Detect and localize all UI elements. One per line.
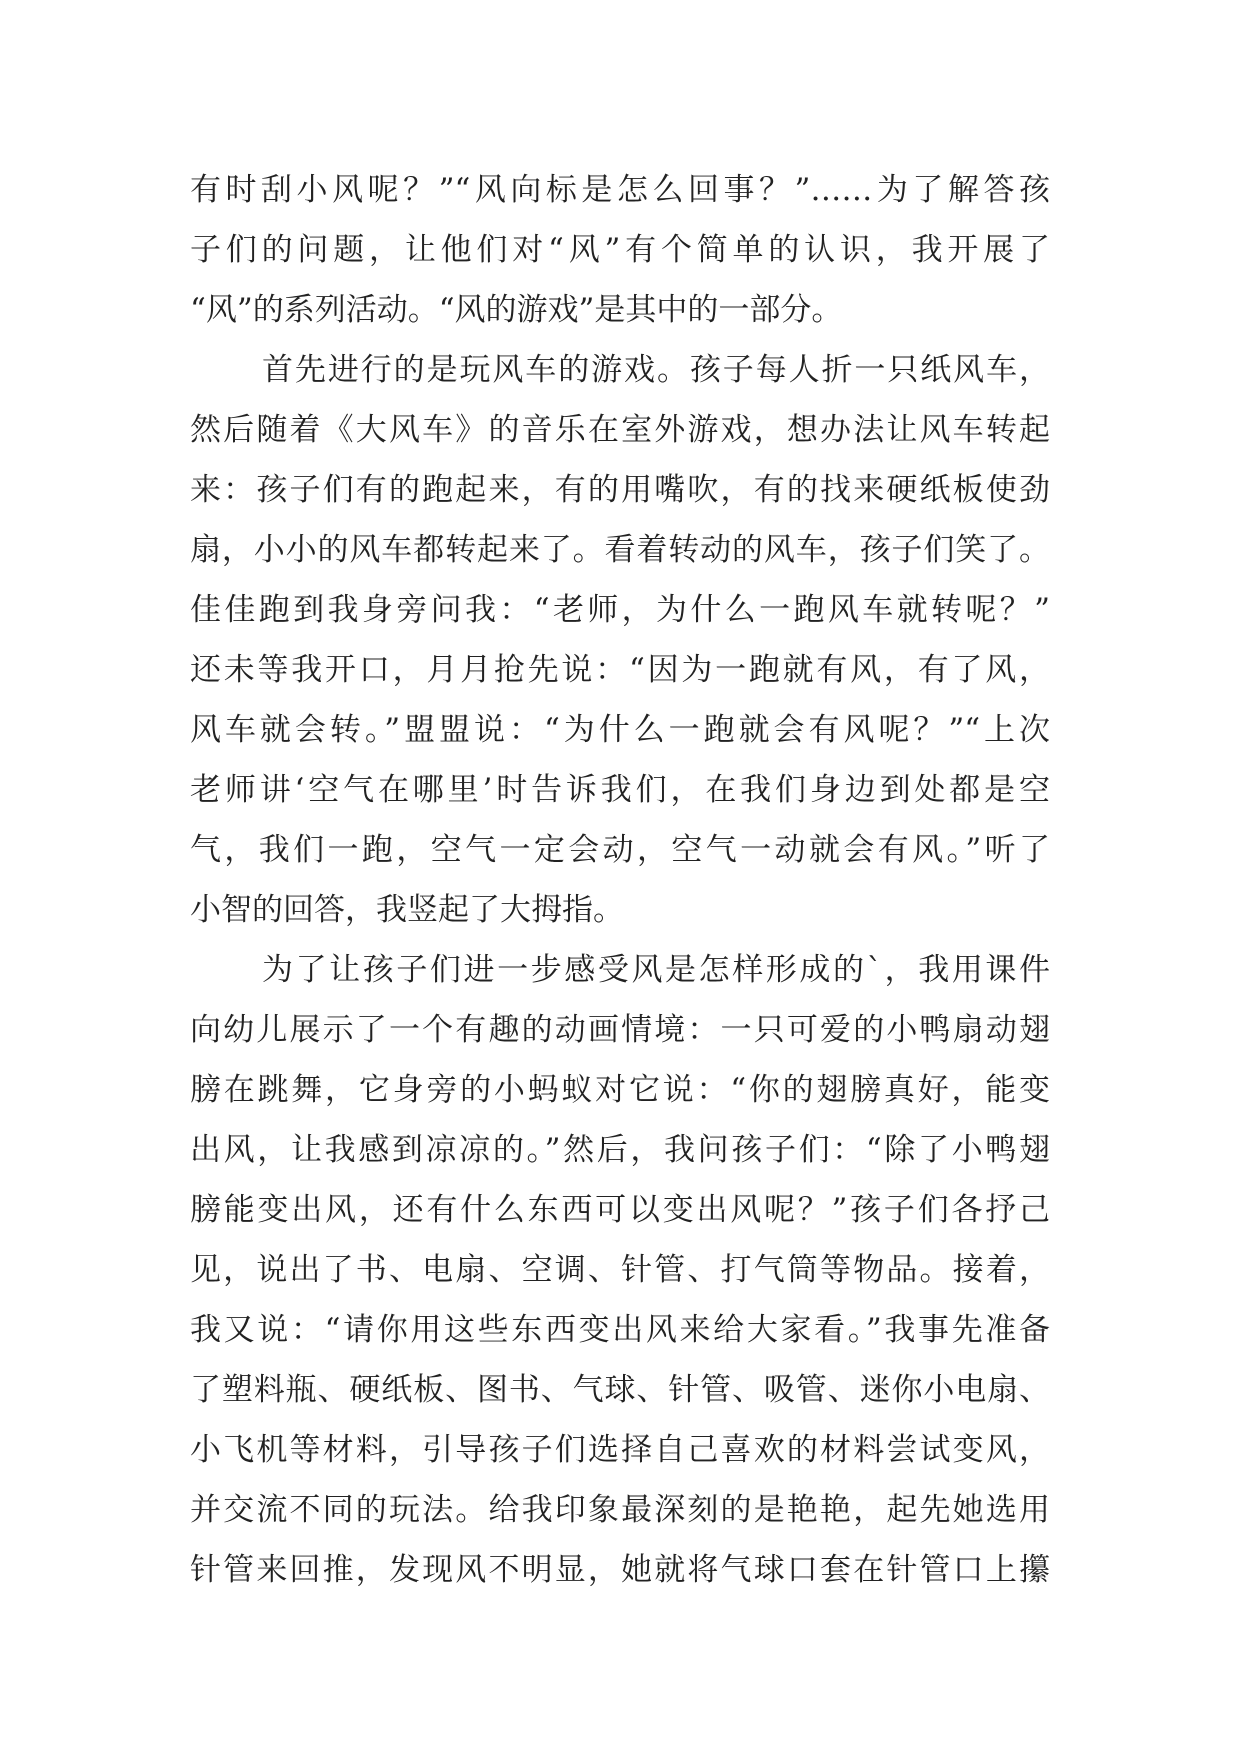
text-line: 针管来回推，发现风不明显，她就将气球口套在针管口上攥: [190, 1552, 1050, 1588]
document-body: [190, 160, 1050, 1600]
text-line: 子们的问题，让他们对“风”有个简单的认识，我开展了: [190, 232, 1050, 268]
text-line: 风车就会转。”盟盟说：“为什么一跑就会有风呢？”“上次: [190, 712, 1050, 748]
text-line: 老师讲‘空气在哪里’时告诉我们，在我们身边到处都是空: [190, 772, 1050, 808]
text-line: 小智的回答，我竖起了大拇指。: [190, 892, 624, 928]
text-line: 有时刮小风呢？”“风向标是怎么回事？”……为了解答孩: [190, 172, 1050, 208]
text-line: 我又说：“请你用这些东西变出风来给大家看。”我事先准备: [190, 1312, 1050, 1348]
text-line: 向幼儿展示了一个有趣的动画情境：一只可爱的小鸭扇动翅: [190, 1012, 1050, 1048]
text-line: 见，说出了书、电扇、空调、针管、打气筒等物品。接着，: [190, 1252, 1050, 1288]
text-line: “风”的系列活动。“风的游戏”是其中的一部分。: [190, 292, 843, 328]
text-line: 还未等我开口，月月抢先说：“因为一跑就有风，有了风，: [190, 652, 1050, 688]
text-line: 出风，让我感到凉凉的。”然后，我问孩子们：“除了小鸭翅: [190, 1132, 1050, 1168]
text-line: 气，我们一跑，空气一定会动，空气一动就会有风。”听了: [190, 832, 1050, 868]
text-line: 扇，小小的风车都转起来了。看着转动的风车，孩子们笑了。: [190, 532, 1050, 568]
text-line: 并交流不同的玩法。给我印象最深刻的是艳艳，起先她选用: [190, 1492, 1050, 1528]
text-line: 来：孩子们有的跑起来，有的用嘴吹，有的找来硬纸板使劲: [190, 472, 1050, 508]
text-line: 小飞机等材料，引导孩子们选择自己喜欢的材料尝试变风，: [190, 1432, 1050, 1468]
text-line: 首先进行的是玩风车的游戏。孩子每人折一只纸风车，: [262, 352, 1050, 388]
text-line: 佳佳跑到我身旁问我：“老师，为什么一跑风车就转呢？”: [190, 592, 1050, 628]
text-line: 了塑料瓶、硬纸板、图书、气球、针管、吸管、迷你小电扇、: [190, 1372, 1050, 1408]
text-line: 为了让孩子们进一步感受风是怎样形成的`，我用课件: [262, 952, 1050, 988]
text-line: 然后随着《大风车》的音乐在室外游戏，想办法让风车转起: [190, 412, 1050, 448]
text-line: 膀在跳舞，它身旁的小蚂蚁对它说：“你的翅膀真好，能变: [190, 1072, 1050, 1108]
text-line: 膀能变出风，还有什么东西可以变出风呢？”孩子们各抒己: [190, 1192, 1050, 1228]
